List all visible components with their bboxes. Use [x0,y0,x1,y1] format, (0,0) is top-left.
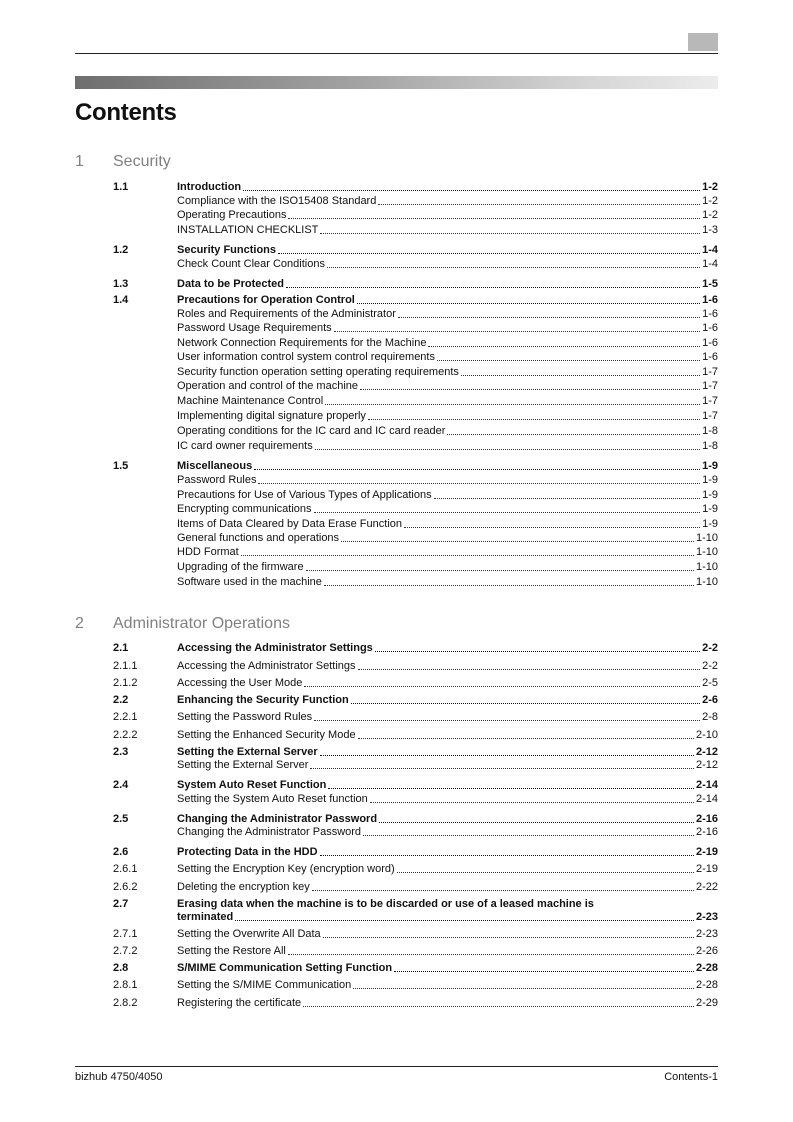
toc-entry[interactable] [113,307,718,321]
toc-entry-title: Introduction [177,181,242,193]
toc-entry-line [177,517,718,531]
toc-entry-title: Software used in the machine [177,576,322,588]
toc-entry-title: IC card owner requirements [177,440,313,452]
dot-leader [254,459,700,470]
page-corner-tab [688,33,718,51]
toc-entry-title: Miscellaneous [177,460,253,472]
toc-entry-page: 2-26 [695,945,718,957]
toc-entry-page: 2-19 [695,846,718,858]
dot-leader [241,545,694,556]
toc-entry-line [177,845,718,859]
toc-entry-number: 2.6 [113,846,129,858]
dot-leader [310,758,694,769]
toc-entry-title: Protecting Data in the HDD [177,846,318,858]
toc-entry[interactable] [113,277,718,291]
toc-entry-line [177,243,718,257]
toc-entry[interactable] [113,944,718,958]
toc-entry-number: 2.7.2 [113,945,138,957]
toc-entry-page: 1-9 [702,460,718,472]
toc-entry-page: 1-4 [702,258,718,270]
toc-entry-title: Encrypting communications [177,503,312,515]
toc-entry[interactable] [113,517,718,531]
dot-leader [334,321,700,332]
toc-entry[interactable] [113,379,718,393]
toc-entry-line [177,502,718,516]
toc-entry[interactable] [113,365,718,379]
dot-leader [368,409,700,420]
dot-leader [375,641,700,652]
toc-entry-line [177,194,718,208]
toc-entry-number: 2.2 [113,694,129,706]
toc-entry-page: 1-7 [702,410,718,422]
toc-entry-title: Operating Precautions [177,209,287,221]
toc-entry-number: 1.1 [113,181,129,193]
toc-entry-title: Changing the Administrator Password [177,826,362,838]
dot-leader [324,575,694,586]
toc-entry-number: 2.2.2 [113,729,138,741]
toc-entry-number: 2.7.1 [113,928,138,940]
toc-entry-line [177,307,718,321]
dot-leader [437,350,700,361]
dot-leader [447,424,700,435]
toc-entry[interactable] [113,243,718,257]
toc-entry-page: 1-2 [702,195,718,207]
toc-entry-page: 2-12 [695,746,718,758]
toc-entry[interactable] [113,424,718,438]
toc-entry-title: Security Functions [177,244,277,256]
toc-entry-page: 2-2 [702,660,718,672]
chapter-number: 1 [75,153,84,170]
toc-entry-line [177,473,718,487]
toc-entry[interactable] [113,223,718,237]
toc-entry-line [177,293,718,307]
toc-entry-page: 1-9 [702,489,718,501]
toc-entry[interactable] [113,927,718,941]
dot-leader [312,880,694,891]
toc-entry-page: 1-7 [702,395,718,407]
toc-entry-page: 1-2 [702,181,718,193]
toc-entry-page: 2-12 [695,759,718,771]
dot-leader [278,243,700,254]
toc-entry-title: terminated [177,911,234,923]
toc-entry-number: 2.7 [113,898,129,910]
toc-entry-page: 2-23 [695,911,718,923]
toc-entry-title: Setting the External Server [177,759,309,771]
footer-model: bizhub 4750/4050 [75,1071,163,1083]
toc-entry-page: 2-8 [702,711,718,723]
toc-entry-line [177,180,718,194]
dot-leader [397,862,694,873]
toc-entry[interactable] [113,560,718,574]
toc-entry-line [177,439,718,453]
toc-entry-line [177,424,718,438]
toc-entry-line [177,676,718,690]
toc-entry-title: General functions and operations [177,532,340,544]
dot-leader [461,365,700,376]
dot-leader [288,944,694,955]
dot-leader [434,488,701,499]
toc-entry-line [177,996,718,1010]
toc-entry-page: 2-6 [702,694,718,706]
toc-entry[interactable] [113,659,718,673]
toc-entry-title: Roles and Requirements of the Administrator [177,308,396,320]
toc-entry-title: S/MIME Communication Setting Function [177,962,393,974]
toc-entry-line [177,488,718,502]
toc-entry-line [177,277,718,291]
toc-entry-page: 1-8 [702,425,718,437]
toc-entry-line [177,825,718,839]
toc-entry-number: 2.1 [113,642,129,654]
toc-entry-title: Setting the Overwrite All Data [177,928,321,940]
toc-entry-page: 1-9 [702,518,718,530]
toc-entry-page: 2-2 [702,642,718,654]
toc-entry-page: 1-3 [702,224,718,236]
dot-leader [398,307,700,318]
toc-entry-number: 2.6.2 [113,881,138,893]
dot-leader [357,293,700,304]
toc-entry-title-line1: Erasing data when the machine is to be discarded or use of a leased machine is [177,898,594,910]
toc-entry-page: 2-23 [695,928,718,940]
toc-entry-title: Security function operation setting operating requirements [177,366,459,378]
toc-entry-page: 1-7 [702,366,718,378]
toc-entry[interactable] [113,825,718,839]
toc-entry-page: 1-9 [702,503,718,515]
chapter-title: Administrator Operations [113,615,290,632]
chapter-number: 2 [75,615,84,632]
toc-entry-line [177,575,718,589]
toc-entry-line [177,321,718,335]
toc-entry[interactable] [113,208,718,222]
toc-entry-line [177,880,718,894]
title-gradient-bar [75,76,718,89]
toc-entry-title: Setting the External Server [177,746,318,758]
toc-entry[interactable] [113,978,718,992]
toc-entry-line [177,745,718,759]
toc-entry-title: Accessing the Administrator Settings [177,660,356,672]
dot-leader [235,910,694,921]
toc-entry-line [177,350,718,364]
toc-entry-title: Data to be Protected [177,278,284,290]
toc-entry-page: 2-29 [695,997,718,1009]
toc-entry-title: Setting the System Auto Reset function [177,793,368,805]
toc-entry-title: User information control system control requirements [177,351,435,363]
toc-entry-number: 1.5 [113,460,129,472]
dot-leader [363,825,694,836]
dot-leader [360,379,700,390]
toc-entry-line [177,531,718,545]
toc-entry-number: 1.4 [113,294,129,306]
dot-leader [353,978,694,989]
toc-entry-page: 1-4 [702,244,718,256]
toc-entry-page: 1-7 [702,380,718,392]
toc-entry[interactable] [113,728,718,742]
toc-entry[interactable] [113,545,718,559]
toc-entry-number: 2.8 [113,962,129,974]
toc-entry-line [177,792,718,806]
toc-entry-page: 1-6 [702,351,718,363]
toc-entry-number: 2.4 [113,779,129,791]
toc-entry-line [177,728,718,742]
toc-entry-title: Registering the certificate [177,997,302,1009]
toc-entry-number: 2.2.1 [113,711,138,723]
dot-leader [320,845,694,856]
toc-entry-title: Accessing the User Mode [177,677,303,689]
toc-entry-title: Setting the Enhanced Security Mode [177,729,356,741]
dot-leader [358,728,694,739]
dot-leader [304,676,700,687]
toc-entry-number: 2.1.1 [113,660,138,672]
toc-entry-line [177,545,718,559]
toc-entry-number: 1.2 [113,244,129,256]
toc-entry[interactable] [113,531,718,545]
toc-entry-line [177,394,718,408]
toc-entry[interactable] [113,336,718,350]
toc-entry[interactable] [113,409,718,423]
toc-entry-page: 2-14 [695,779,718,791]
toc-entry-title: Operation and control of the machine [177,380,359,392]
toc-entry-page: 1-10 [695,576,718,588]
toc-entry[interactable] [113,293,718,307]
toc-entry-title: Enhancing the Security Function [177,694,349,706]
toc-entry-line [177,961,718,975]
toc-entry-page: 2-16 [695,826,718,838]
toc-entry-page: 2-28 [695,979,718,991]
header-rule [75,53,718,54]
toc-entry-line [177,459,718,473]
toc-entry[interactable] [113,394,718,408]
dot-leader [288,208,700,219]
toc-entry[interactable] [113,321,718,335]
toc-entry[interactable] [113,641,718,655]
toc-entry-line [177,778,718,792]
toc-entry-title: Deleting the encryption key [177,881,310,893]
dot-leader [314,710,700,721]
toc-entry[interactable] [113,961,718,975]
toc-entry[interactable] [113,862,718,876]
toc-entry-page: 2-22 [695,881,718,893]
toc-entry-page: 1-8 [702,440,718,452]
toc-entry-page: 1-6 [702,337,718,349]
toc-entry-page: 2-5 [702,677,718,689]
toc-entry-title: Changing the Administrator Password [177,813,378,825]
toc-entry-line [177,223,718,237]
toc-entry[interactable] [113,996,718,1010]
toc-entry-title: Precautions for Operation Control [177,294,355,306]
toc-entry-title: Upgrading of the firmware [177,561,304,573]
dot-leader [320,745,694,756]
dot-leader [306,560,694,571]
toc-entry-title: Items of Data Cleared by Data Erase Function [177,518,402,530]
dot-leader [303,996,694,1007]
toc-entry-title: INSTALLATION CHECKLIST [177,224,319,236]
toc-entry[interactable] [113,693,718,707]
toc-entry-line [177,910,718,924]
dot-leader [323,927,694,938]
dot-leader [379,812,694,823]
toc-entry[interactable] [113,845,718,859]
toc-entry[interactable] [113,502,718,516]
footer-page-number: Contents-1 [664,1071,718,1083]
dot-leader [378,194,700,205]
toc-entry-line [177,862,718,876]
toc-entry[interactable] [113,745,718,759]
toc-entry[interactable] [113,350,718,364]
toc-entry-title: Accessing the Administrator Settings [177,642,373,654]
toc-entry-page: 1-6 [702,308,718,320]
toc-entry-page: 1-10 [695,561,718,573]
toc-entry[interactable] [113,194,718,208]
toc-entry-title: Setting the Password Rules [177,711,313,723]
toc-entry[interactable] [113,897,718,925]
toc-entry[interactable] [113,758,718,772]
toc-entry-page: 1-5 [702,278,718,290]
toc-entry-title: Setting the S/MIME Communication [177,979,352,991]
toc-entry[interactable] [113,676,718,690]
toc-entry[interactable] [113,439,718,453]
toc-entry-page: 2-14 [695,793,718,805]
toc-entry[interactable] [113,473,718,487]
toc-entry-title: HDD Format [177,546,239,558]
toc-entry[interactable] [113,575,718,589]
toc-entry[interactable] [113,488,718,502]
toc-entry-page: 1-6 [702,294,718,306]
toc-entry-title: Compliance with the ISO15408 Standard [177,195,377,207]
toc-entry-title: Operating conditions for the IC card and IC card reader [177,425,446,437]
dot-leader [394,961,694,972]
toc-entry-page: 2-28 [695,962,718,974]
toc-entry-number: 1.3 [113,278,129,290]
toc-entry-line [177,365,718,379]
dot-leader [315,439,700,450]
toc-entry-number: 2.5 [113,813,129,825]
toc-entry-line [177,257,718,271]
dot-leader [328,778,694,789]
toc-entry-line [177,693,718,707]
toc-entry-page: 1-10 [695,532,718,544]
toc-entry-number: 2.1.2 [113,677,138,689]
toc-entry-line [177,978,718,992]
toc-entry-line [177,379,718,393]
toc-entry-line [177,812,718,826]
toc-entry-page: 2-19 [695,863,718,875]
toc-entry[interactable] [113,180,718,194]
dot-leader [351,693,700,704]
toc-entry-title: Password Rules [177,474,257,486]
toc-entry-number: 2.8.1 [113,979,138,991]
toc-entry-title: Password Usage Requirements [177,322,332,334]
dot-leader [258,473,700,484]
toc-entry-page: 2-10 [695,729,718,741]
chapter-title: Security [113,153,171,170]
toc-entry-line [177,560,718,574]
dot-leader [320,223,700,234]
toc-entry-page: 1-10 [695,546,718,558]
toc-entry-title: System Auto Reset Function [177,779,327,791]
toc-entry-title: Setting the Restore All [177,945,286,957]
toc-entry-line [177,659,718,673]
toc-entry-line [177,409,718,423]
dot-leader [358,659,701,670]
toc-entry-line [177,944,718,958]
footer-rule [75,1066,718,1067]
dot-leader [243,180,700,191]
dot-leader [325,394,700,405]
toc-entry[interactable] [113,459,718,473]
toc-entry-line [177,208,718,222]
page-title: Contents [75,99,177,126]
toc-entry-title: Check Count Clear Conditions [177,258,325,270]
toc-entry-page: 2-16 [695,813,718,825]
dot-leader [404,517,700,528]
toc-entry[interactable] [113,812,718,826]
toc-entry-page: 1-2 [702,209,718,221]
toc-entry-page: 1-6 [702,322,718,334]
toc-entry[interactable] [113,778,718,792]
toc-entry[interactable] [113,710,718,724]
toc-entry[interactable] [113,792,718,806]
toc-entry-line [177,758,718,772]
dot-leader [428,336,700,347]
dot-leader [286,277,700,288]
toc-entry-line [177,927,718,941]
toc-entry-title: Machine Maintenance Control [177,395,324,407]
toc-entry-title: Implementing digital signature properly [177,410,366,422]
toc-entry[interactable] [113,257,718,271]
dot-leader [370,792,694,803]
toc-entry-number: 2.6.1 [113,863,138,875]
toc-entry[interactable] [113,880,718,894]
dot-leader [327,257,700,268]
toc-entry-line [177,336,718,350]
toc-entry-number: 2.8.2 [113,997,138,1009]
dot-leader [314,502,701,513]
toc-entry-title: Setting the Encryption Key (encryption word) [177,863,395,875]
toc-entry-page: 1-9 [702,474,718,486]
dot-leader [341,531,694,542]
toc-entry-title: Precautions for Use of Various Types of Applications [177,489,432,501]
toc-entry-number: 2.3 [113,746,129,758]
toc-entry-line [177,641,718,655]
toc-entry-title: Network Connection Requirements for the Machine [177,337,427,349]
toc-entry-line [177,710,718,724]
